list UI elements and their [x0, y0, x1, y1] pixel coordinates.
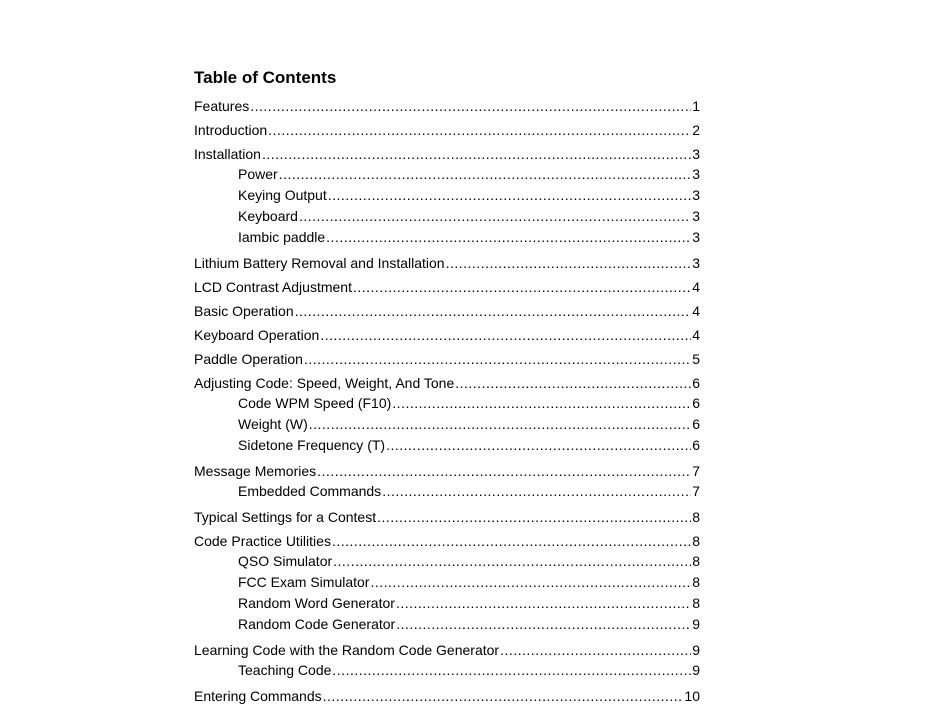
dot-leader	[370, 574, 691, 590]
toc-entry-label: QSO Simulator	[238, 552, 333, 569]
dot-leader	[250, 98, 691, 114]
dot-leader	[262, 146, 691, 162]
dot-leader	[279, 166, 692, 182]
toc-entry-label: Introduction	[194, 122, 268, 138]
dot-leader	[309, 416, 691, 432]
toc-entry-label: Teaching Code	[238, 661, 332, 678]
dot-leader	[396, 616, 691, 632]
dot-leader	[299, 208, 691, 224]
dot-leader	[396, 595, 691, 611]
toc-entry-page: 3	[692, 207, 700, 224]
toc-entry[interactable]	[194, 275, 700, 299]
toc-entry-label: Basic Operation	[194, 303, 294, 319]
toc-entry-page: 3	[692, 186, 700, 203]
toc-entry[interactable]	[194, 434, 700, 455]
toc-entry-page: 7	[692, 463, 700, 479]
toc-entry-label: Paddle Operation	[194, 351, 303, 367]
toc-entry-page: 4	[692, 279, 700, 295]
toc-entry[interactable]	[194, 226, 700, 247]
toc-entry-page: 8	[692, 552, 700, 569]
toc-title: Table of Contents	[194, 68, 337, 87]
toc-entry-label: Learning Code with the Random Code Generator	[194, 642, 500, 658]
toc-entry-page: 3	[692, 146, 700, 162]
toc-entry-page: 3	[692, 165, 700, 182]
toc-entry-page: 4	[692, 327, 700, 343]
dot-leader	[323, 688, 684, 704]
toc-entry-page: 8	[692, 594, 700, 611]
toc-entry[interactable]	[194, 684, 700, 708]
toc-entry[interactable]	[194, 571, 700, 592]
toc-entry-page: 3	[692, 228, 700, 245]
toc-entry[interactable]	[194, 347, 700, 371]
dot-leader	[304, 351, 691, 367]
toc-entry-page: 8	[692, 509, 700, 525]
toc-entry-label: Random Word Generator	[238, 594, 395, 611]
toc-entry-page: 9	[692, 642, 700, 658]
toc-entry[interactable]	[194, 299, 700, 323]
toc-entry[interactable]	[194, 251, 700, 275]
toc-entry-label: Typical Settings for a Contest	[194, 509, 377, 525]
toc-entry-label: Keyboard	[238, 207, 298, 224]
dot-leader	[455, 375, 691, 391]
dot-leader	[333, 553, 691, 569]
toc-entry-label: Keyboard Operation	[194, 327, 320, 343]
toc-entry-label: Adjusting Code: Speed, Weight, And Tone	[194, 375, 455, 391]
toc-entry-page: 4	[692, 303, 700, 319]
toc-entry-label: Embedded Commands	[238, 482, 382, 499]
toc-entry-page: 6	[692, 394, 700, 411]
toc-entry[interactable]	[194, 613, 700, 634]
toc-entry[interactable]	[194, 323, 700, 347]
toc-entry-page: 5	[692, 351, 700, 367]
dot-leader	[382, 483, 691, 499]
dot-leader	[386, 437, 691, 453]
toc-entry-page: 9	[692, 615, 700, 632]
toc-entry[interactable]	[194, 659, 700, 680]
toc-entry-page: 1	[692, 98, 700, 114]
toc-entry-page: 6	[692, 415, 700, 432]
dot-leader	[268, 122, 691, 138]
toc-entry-page: 8	[692, 533, 700, 549]
toc-entry[interactable]	[194, 392, 700, 413]
dot-leader	[332, 533, 691, 549]
dot-leader	[377, 509, 691, 525]
toc-entry-label: FCC Exam Simulator	[238, 573, 370, 590]
toc-entry[interactable]	[194, 480, 700, 501]
toc-entry[interactable]	[194, 163, 700, 184]
toc-entry[interactable]	[194, 592, 700, 613]
toc-entry-label: Code WPM Speed (F10)	[238, 394, 392, 411]
toc-entry-label: Iambic paddle	[238, 228, 326, 245]
table-of-contents	[194, 94, 700, 708]
toc-entry-label: Lithium Battery Removal and Installation	[194, 255, 445, 271]
toc-entry-label: LCD Contrast Adjustment	[194, 279, 352, 295]
dot-leader	[332, 662, 691, 678]
dot-leader	[392, 395, 691, 411]
toc-entry[interactable]	[194, 550, 700, 571]
toc-entry[interactable]	[194, 184, 700, 205]
toc-entry-page: 6	[692, 436, 700, 453]
toc-entry-page: 7	[692, 482, 700, 499]
toc-entry-page: 3	[692, 255, 700, 271]
dot-leader	[320, 327, 691, 343]
toc-entry[interactable]	[194, 413, 700, 434]
toc-entry-page: 10	[684, 688, 700, 704]
dot-leader	[326, 229, 691, 245]
toc-entry-label: Code Practice Utilities	[194, 533, 331, 549]
toc-entry-page: 6	[692, 375, 700, 391]
toc-entry-label: Random Code Generator	[238, 615, 396, 632]
toc-entry-label: Installation	[194, 146, 261, 162]
toc-entry-page: 8	[692, 573, 700, 590]
toc-entry[interactable]	[194, 118, 700, 142]
toc-entry[interactable]	[194, 205, 700, 226]
toc-entry-label: Weight (W)	[238, 415, 308, 432]
toc-entry[interactable]	[194, 94, 700, 118]
dot-leader	[317, 463, 691, 479]
toc-entry[interactable]	[194, 505, 700, 529]
dot-leader	[353, 279, 691, 295]
dot-leader	[328, 187, 691, 203]
toc-entry-label: Sidetone Frequency (T)	[238, 436, 386, 453]
toc-entry-label: Keying Output	[238, 186, 327, 203]
dot-leader	[500, 642, 691, 658]
toc-entry-page: 9	[692, 661, 700, 678]
toc-entry-label: Power	[238, 165, 278, 182]
toc-entry-page: 2	[692, 122, 700, 138]
dot-leader	[446, 255, 692, 271]
dot-leader	[295, 303, 692, 319]
toc-entry-label: Entering Commands	[194, 688, 322, 704]
toc-entry-label: Features	[194, 98, 250, 114]
toc-entry-label: Message Memories	[194, 463, 317, 479]
